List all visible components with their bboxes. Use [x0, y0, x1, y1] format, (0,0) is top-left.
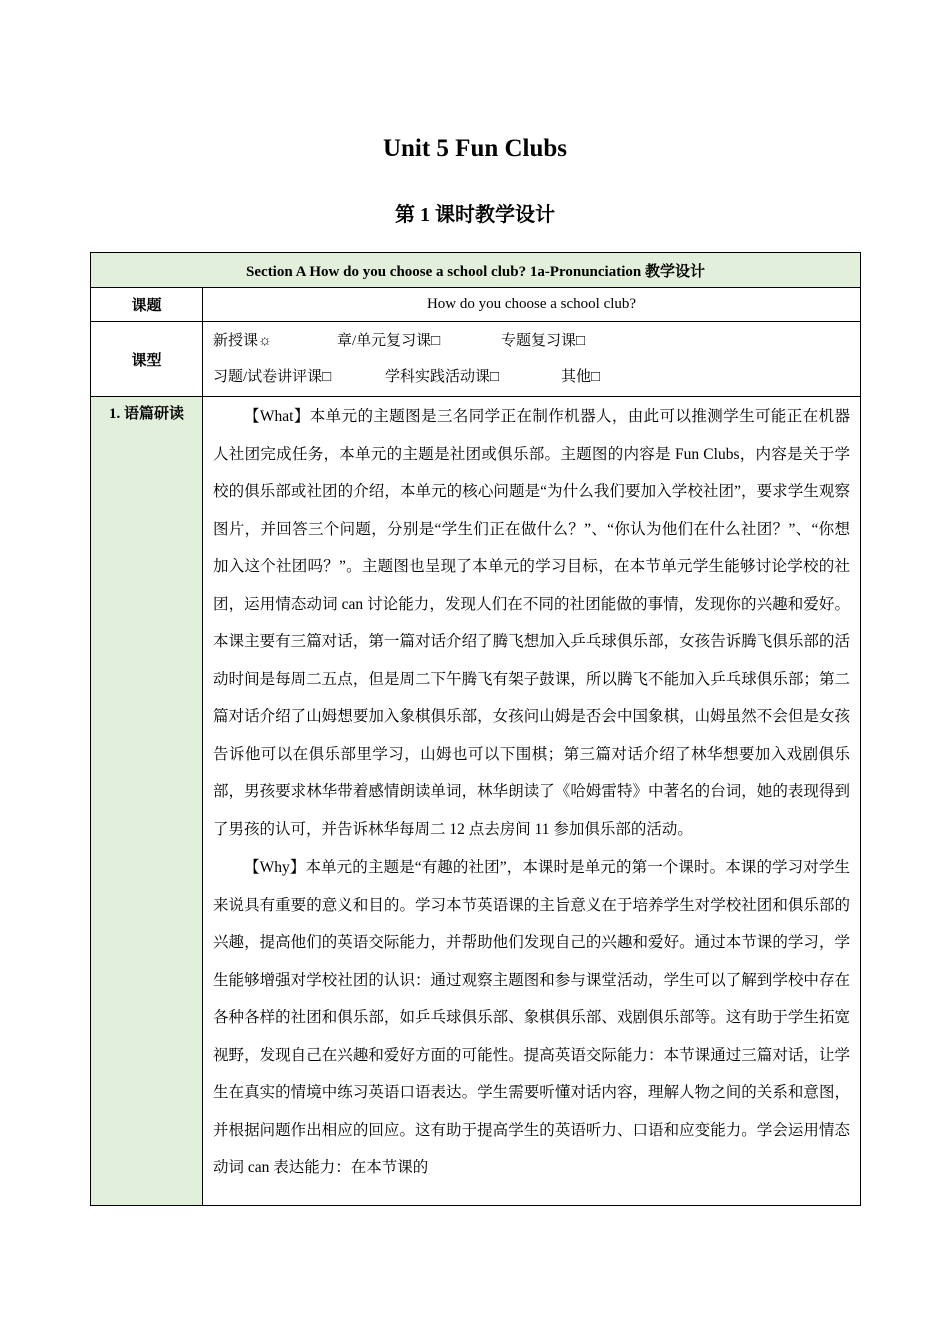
- topic-label: 课题: [91, 288, 203, 322]
- why-paragraph: 【Why】本单元的主题是“有趣的社团”，本课时是单元的第一个课时。本课的学习对学生来说具有重要的意义和目的。学习本节英语课的主旨意义在于培养学生对学校社团和俱乐部的兴趣，提高他们的英语交际能力，并帮助他们发现自己的兴趣和爱好。通过本节课的学习，学生能够增强对学校社团的认识：通过观察主题图和参与课堂活动，学生可以了解到学校中存在各种各样的社团和俱乐部，如乒乓球俱乐部、象棋俱乐部、戏剧俱乐部等。这有助于学生拓宽视野，发现自己在兴趣和爱好方面的可能性。提高英语交际能力：本节课通过三篇对话，让学生在真实的情境中练习英语口语表达。学生需要听懂对话内容，理解人物之间的关系和意图，并根据问题作出相应的回应。这有助于提高学生的英语听力、口语和应变能力。学会运用情态动词 can 表达能力：在本节课的: [213, 859, 850, 1176]
- table-header-row: [91, 253, 861, 288]
- type-row: [91, 322, 861, 397]
- type-option-unit-review: 章/单元复习课□: [337, 333, 441, 349]
- type-label: 课型: [91, 322, 203, 397]
- lesson-plan-table: [90, 252, 861, 1206]
- topic-row: [91, 288, 861, 322]
- table-header: Section A How do you choose a school club? 1a-Pronunciation 教学设计: [91, 253, 861, 288]
- section-label: 1. 语篇研读: [108, 406, 184, 422]
- what-paragraph: 【What】本单元的主题图是三名同学正在制作机器人，由此可以推测学生可能正在机器人社团完成任务，本单元的主题是社团或俱乐部。主题图的内容是 Fun Clubs，内容是关于学校的俱乐部或社团的介绍，本单元的核心问题是“为什么我们要加入学校社团”，要求学生观察图片，并回答三个问题，分别是“学生们正在做什么？”、“你认为他们在什么社团？”、“你想加入这个社团吗？”。主题图也呈现了本单元的学习目标，在本节单元学生能够讨论学校的社团，运用情态动词 can 讨论能力，发现人们在不同的社团能做的事情，发现你的兴趣和爱好。本课主要有三篇对话，第一篇对话介绍了腾飞想加入乒乓球俱乐部，女孩告诉腾飞俱乐部的活动时间是每周二五点，但是周二下午腾飞有架子鼓课，所以腾飞不能加入乒乓球俱乐部；第二篇对话介绍了山姆想要加入象棋俱乐部，女孩问山姆是否会中国象棋，山姆虽然不会但是女孩告诉他可以在俱乐部里学习，山姆也可以下围棋；第三篇对话介绍了林华想要加入戏剧俱乐部，男孩要求林华带着感情朗读单词，林华朗读了《哈姆雷特》中著名的台词，她的表现得到了男孩的认可，并告诉林华每周二 12 点去房间 11 参加俱乐部的活动。: [213, 408, 850, 838]
- section-label-cell: [91, 397, 203, 1206]
- type-options-row: [203, 359, 860, 395]
- type-option-other: 其他□: [561, 369, 601, 385]
- type-options: [203, 322, 861, 397]
- document-subtitle: 第 1 课时教学设计: [395, 204, 555, 226]
- type-options-row: [203, 323, 860, 359]
- type-option-topic-review: 专题复习课□: [501, 333, 586, 349]
- text-analysis-row: [91, 397, 861, 1206]
- type-option-practice-activity: 学科实践活动课□: [385, 369, 500, 385]
- type-option-exercise-review: 习题/试卷讲评课□: [213, 369, 332, 385]
- document-title: Unit 5 Fun Clubs: [382, 135, 568, 162]
- topic-value: How do you choose a school club?: [203, 288, 861, 322]
- type-option-new-lesson: 新授课☼: [213, 333, 272, 349]
- text-analysis-content: [203, 397, 861, 1206]
